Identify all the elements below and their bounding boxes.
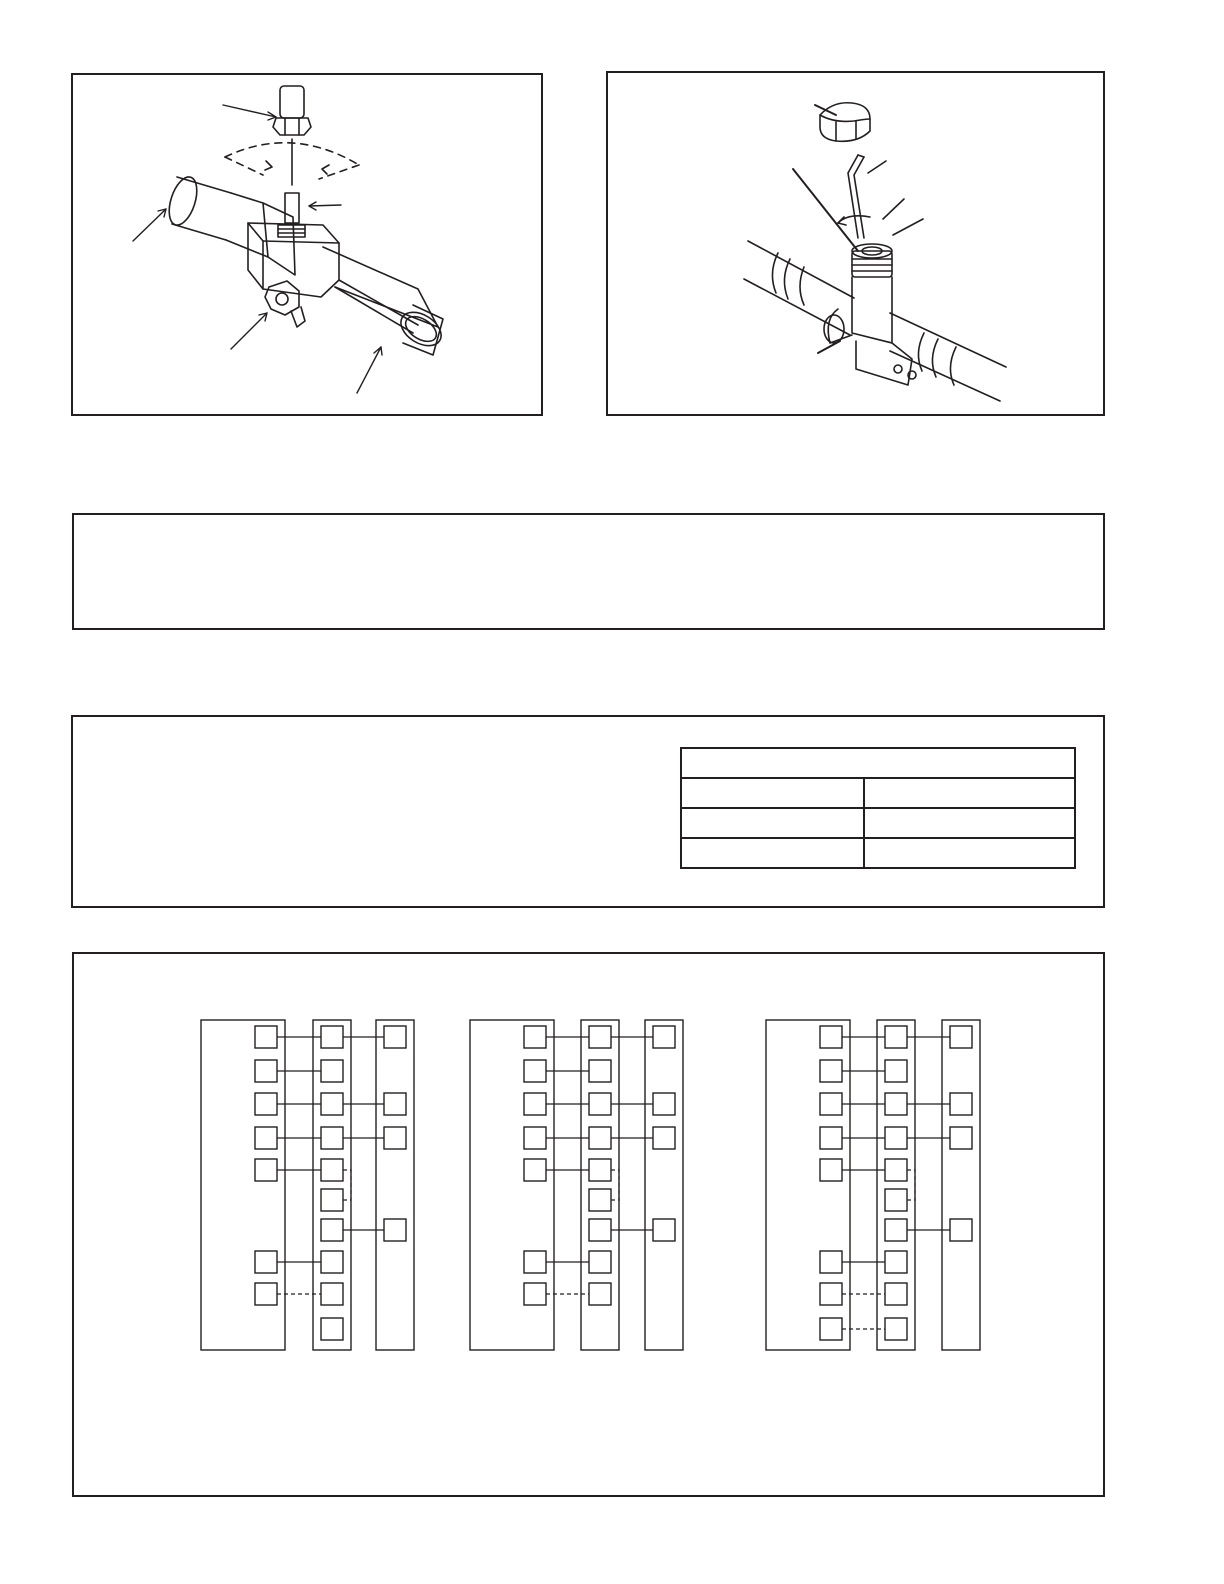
terminal-strip-right xyxy=(645,1020,683,1350)
terminal-middle xyxy=(885,1219,907,1241)
terminal-left xyxy=(820,1127,842,1149)
outlet-tube-drawing xyxy=(323,247,447,355)
terminal-middle xyxy=(321,1060,343,1082)
terminal-left xyxy=(820,1093,842,1115)
terminal-left xyxy=(255,1283,277,1305)
terminal-middle xyxy=(885,1283,907,1305)
terminal-middle xyxy=(885,1026,907,1048)
info-box xyxy=(71,715,1105,908)
spec-table-cell xyxy=(681,778,864,808)
terminal-left xyxy=(820,1283,842,1305)
terminal-middle xyxy=(589,1159,611,1181)
terminal-right xyxy=(384,1093,406,1115)
allen-key-drawing xyxy=(848,155,864,238)
terminal-middle xyxy=(321,1189,343,1211)
terminal-left xyxy=(255,1251,277,1273)
terminal-left xyxy=(820,1159,842,1181)
terminal-left xyxy=(524,1159,546,1181)
leader-arrows xyxy=(133,105,382,393)
terminal-middle xyxy=(321,1093,343,1115)
terminal-right xyxy=(950,1127,972,1149)
terminal-middle xyxy=(589,1093,611,1115)
terminal-middle xyxy=(885,1093,907,1115)
terminal-left xyxy=(524,1283,546,1305)
jumper-wire xyxy=(611,1170,619,1200)
terminal-middle xyxy=(589,1219,611,1241)
terminal-middle xyxy=(589,1127,611,1149)
terminal-left xyxy=(820,1318,842,1340)
valve-cap-drawing xyxy=(273,86,311,135)
spec-table-cell xyxy=(864,808,1075,838)
terminal-right xyxy=(384,1026,406,1048)
terminal-left xyxy=(820,1060,842,1082)
terminal-middle xyxy=(321,1026,343,1048)
terminal-middle xyxy=(589,1026,611,1048)
terminal-middle xyxy=(589,1189,611,1211)
jumper-wire xyxy=(343,1170,351,1200)
wiring-diagrams-box xyxy=(72,952,1105,1497)
terminal-left xyxy=(524,1251,546,1273)
terminal-middle xyxy=(321,1127,343,1149)
terminal-right xyxy=(653,1127,675,1149)
spec-table-cell xyxy=(681,838,864,868)
terminal-middle xyxy=(589,1251,611,1273)
terminal-left xyxy=(524,1127,546,1149)
service-valve-illustration xyxy=(73,75,541,414)
service-port-drawing xyxy=(265,281,305,327)
terminal-right xyxy=(653,1026,675,1048)
figure-service-valve-right xyxy=(606,71,1105,416)
spec-table-cell xyxy=(864,838,1075,868)
wiring-diagrams-drawing xyxy=(74,954,1103,1495)
text-box xyxy=(72,513,1105,630)
terminal-middle xyxy=(321,1251,343,1273)
terminal-middle xyxy=(589,1283,611,1305)
terminal-left xyxy=(255,1159,277,1181)
terminal-left xyxy=(524,1060,546,1082)
terminal-middle xyxy=(885,1189,907,1211)
terminal-left xyxy=(524,1093,546,1115)
terminal-right xyxy=(950,1093,972,1115)
terminal-right xyxy=(950,1026,972,1048)
terminal-middle xyxy=(885,1159,907,1181)
terminal-left xyxy=(255,1127,277,1149)
terminal-strip-right xyxy=(942,1020,980,1350)
terminal-middle xyxy=(321,1219,343,1241)
terminal-middle xyxy=(885,1127,907,1149)
spec-table xyxy=(680,747,1076,869)
terminal-left xyxy=(255,1060,277,1082)
terminal-middle xyxy=(321,1159,343,1181)
terminal-middle xyxy=(321,1318,343,1340)
terminal-middle xyxy=(885,1251,907,1273)
spec-table-cell xyxy=(864,778,1075,808)
terminal-middle xyxy=(885,1318,907,1340)
terminal-right xyxy=(653,1219,675,1241)
jumper-wire xyxy=(907,1170,915,1200)
terminal-right xyxy=(384,1219,406,1241)
figure-service-valve-left xyxy=(71,73,543,416)
valve-cap-drawing xyxy=(820,103,870,142)
terminal-middle xyxy=(589,1060,611,1082)
terminal-left xyxy=(255,1026,277,1048)
terminal-right xyxy=(653,1093,675,1115)
terminal-middle xyxy=(321,1283,343,1305)
terminal-left xyxy=(255,1093,277,1115)
terminal-left xyxy=(820,1026,842,1048)
valve-body-drawing xyxy=(824,244,916,385)
terminal-left xyxy=(820,1251,842,1273)
spec-table-header xyxy=(681,748,1075,778)
terminal-right xyxy=(384,1127,406,1149)
terminal-strip-right xyxy=(376,1020,414,1350)
terminal-left xyxy=(524,1026,546,1048)
terminal-middle xyxy=(885,1060,907,1082)
service-valve-allen-key-illustration xyxy=(608,73,1103,414)
terminal-right xyxy=(950,1219,972,1241)
spec-table-cell xyxy=(681,808,864,838)
